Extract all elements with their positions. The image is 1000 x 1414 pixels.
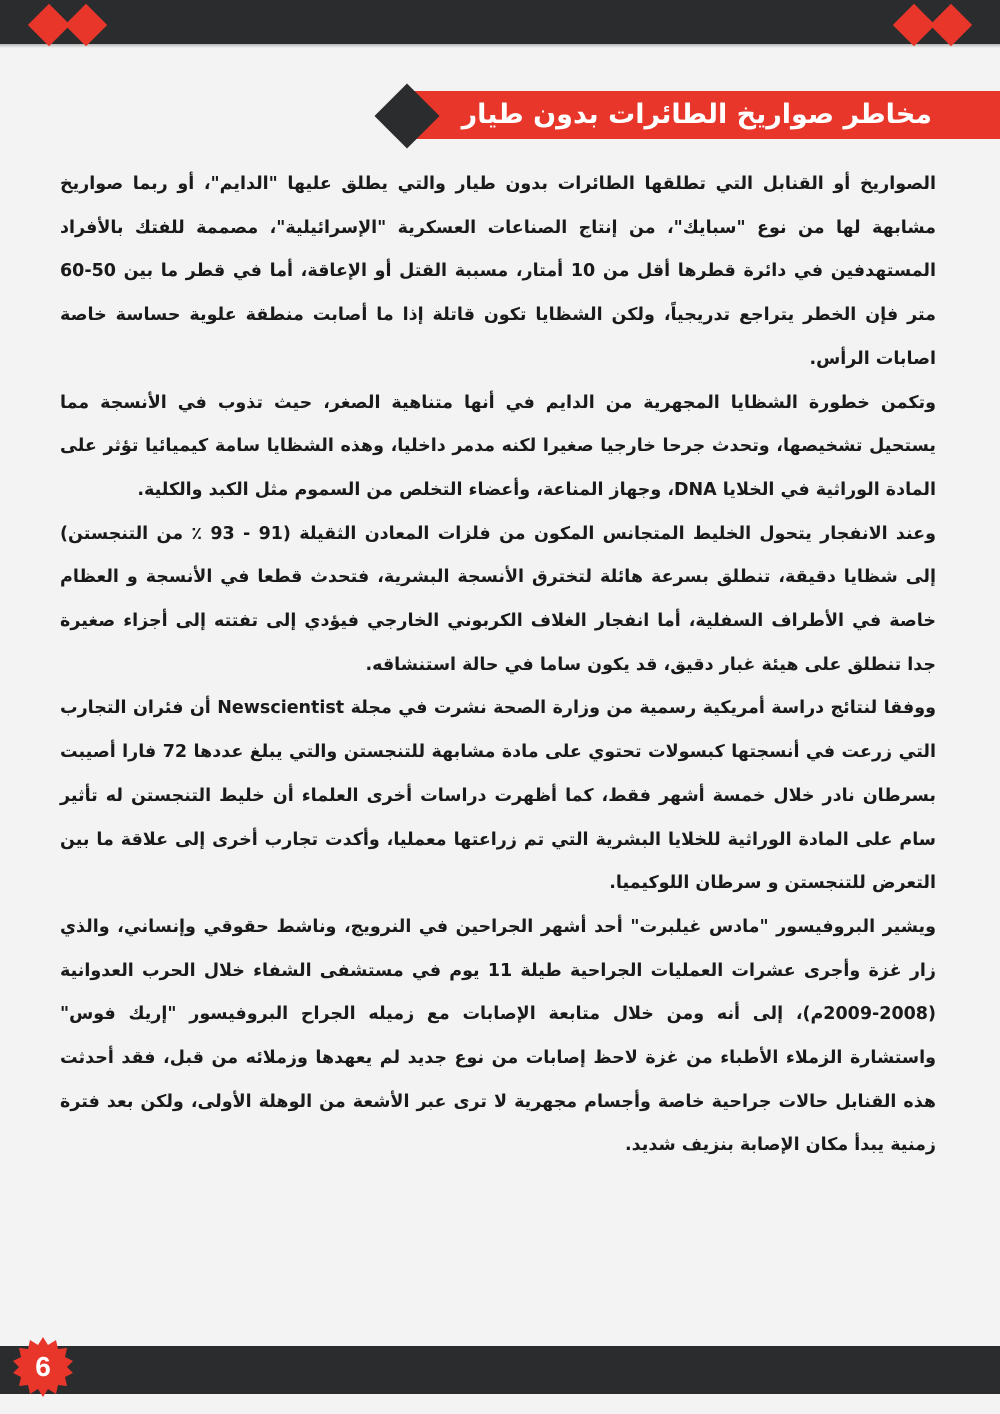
top-bar [0,0,1000,44]
article-body [60,163,936,1168]
page-number-badge [12,1336,74,1398]
page-title: مخاطر صواريخ الطائرات بدون طيار [461,99,932,130]
paragraph: الصواريخ أو القنابل التي تطلقها الطائرات بدون طيار والتي يطلق عليها "الدايم"، أو ربما صواريخ مشابهة لها من نوع "سبايك"، من إنتاج الصناعات العسكرية "الإسرائيلية"، مصممة للفتك بالأفراد المستهدفين في دائرة قطرها أقل من 10 أمتار، مسببة القتل أو الإعاقة، أما في قطر ما بين 50-60 متر فإن الخطر يتراجع تدريجياً، ولكن الشظايا تكون قاتلة إذا ما أصابت منطقة علوية حساسة خاصة اصابات الرأس. [60,174,936,369]
bottom-bar [0,1346,1000,1394]
paragraph: ووفقا لنتائج دراسة أمريكية رسمية من وزارة الصحة نشرت في مجلة Newscientist أن فئران التجارب التي زرعت في أنسجتها كبسولات تحتوي على مادة مشابهة للتنجستن والتي يبلغ عددها 72 فارا أصيبت بسرطان نادر خلال خمسة أشهر فقط، كما أظهرت دراسات أخرى العلماء أن خليط التنجستن له تأثير سام على المادة الوراثية للخلايا البشرية التي تم زراعتها معمليا، وأكدت تجارب أخرى إلى علاقة ما بين التعرض للتنجستن و سرطان اللوكيميا. [60,698,936,894]
paragraph: وتكمن خطورة الشظايا المجهرية من الدايم في أنها متناهية الصغر، حيث تذوب في الأنسجة مما يستحيل تشخيصها، وتحدث جرحا خارجيا صغيرا لكنه مدمر داخليا، وهذه الشظايا سامة كيميائيا تؤثر على المادة الوراثية في الخلايا DNA، وجهاز المناعة، وأعضاء التخلص من السموم مثل الكبد والكلية. [60,392,936,500]
page-number: 6 [35,1351,51,1382]
paragraph: وعند الانفجار يتحول الخليط المتجانس المكون من فلزات المعادن الثقيلة (91 - 93 ٪ من التنجستن) إلى شظايا دقيقة، تنطلق بسرعة هائلة لتخترق الأنسجة البشرية، فتحدث قطعا في الأنسجة و العظام خاصة في الأطراف السفلية، أما انفجار الغلاف الكربوني الخارجي فيؤدي إلى تفتته إلى أجزاء صغيرة جدا تنطلق على هيئة غبار دقيق، قد يكون ساما في حالة استنشاقه. [60,523,936,675]
paragraph: ويشير البروفيسور "مادس غيلبرت" أحد أشهر الجراحين في النرويج، وناشط حقوقي وإنساني، والذي زار غزة وأجرى عشرات العمليات الجراحية طيلة 11 يوم في مستشفى الشفاء خلال الحرب العدوانية (2008-2009م)، إلى أنه ومن خلال متابعة الإصابات مع زميله الجراح البروفيسور "إريك فوس" واستشارة الزملاء الأطباء من غزة لاحظ إصابات من نوع جديد لم يعهدها وزملائه من قبل، فقد أحدثت هذه القنابل حالات جراحية خاصة وأجسام مجهرية لا ترى عبر الأشعة من الوهلة الأولى، ولكن بعد فترة زمنية يبدأ مكان الإصابة بنزيف شديد. [60,916,936,1156]
